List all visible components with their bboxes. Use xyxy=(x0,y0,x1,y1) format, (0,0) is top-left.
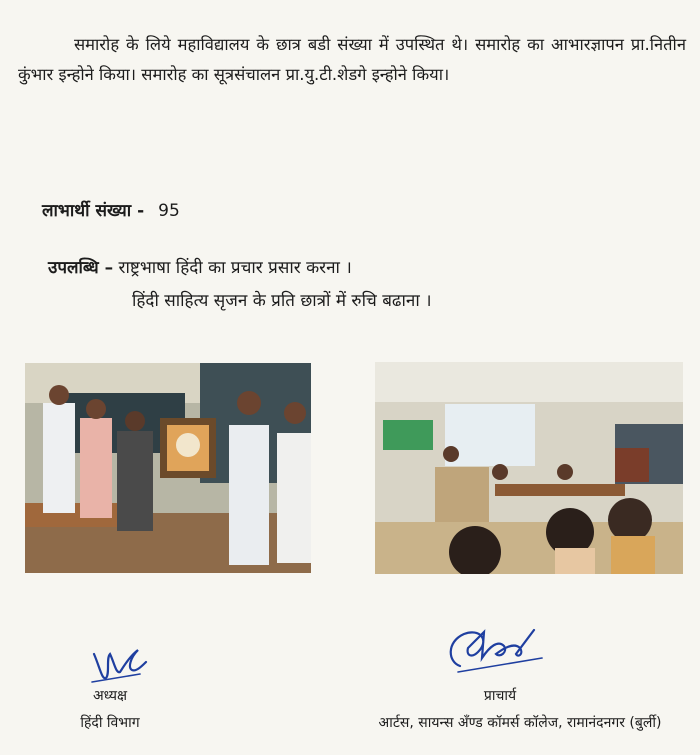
achievement-text-1: राष्ट्रभाषा हिंदी का प्रचार प्रसार करना । xyxy=(118,258,352,278)
achievement-line-1 xyxy=(48,255,352,278)
event-paragraph: समारोह के लिये महाविद्यालय के छात्र बडी संख्या में उपस्थित थे। समारोह का आभारज्ञापन प्रा.नितीन कुंभार इन्होने किया। समारोह का सूत्रसंचालन प्रा.यु.टी.शेडगे इन्होने किया। xyxy=(18,35,686,84)
beneficiary-count xyxy=(42,198,180,221)
achievement-label: उपलब्धि – xyxy=(48,258,114,278)
beneficiary-value: 95 xyxy=(158,201,180,221)
right-signatory-role: प्राचार्य xyxy=(483,688,517,704)
event-photo-guests xyxy=(25,363,311,573)
beneficiary-label: लाभार्थी संख्या - xyxy=(42,201,145,221)
right-signatory-college: आर्टस, सायन्स अँण्ड कॉमर्स कॉलेज, रामानंदनगर (बुर्ली) xyxy=(378,715,662,731)
left-signatory-department: हिंदी विभाग xyxy=(80,715,140,731)
signature-right xyxy=(438,618,558,682)
achievement-line-2: हिंदी साहित्य सृजन के प्रति छात्रों में रुचि बढाना । xyxy=(132,291,432,311)
left-signatory-role: अध्यक्ष xyxy=(92,688,128,704)
event-photo-audience xyxy=(375,362,683,574)
signature-left xyxy=(84,628,154,688)
